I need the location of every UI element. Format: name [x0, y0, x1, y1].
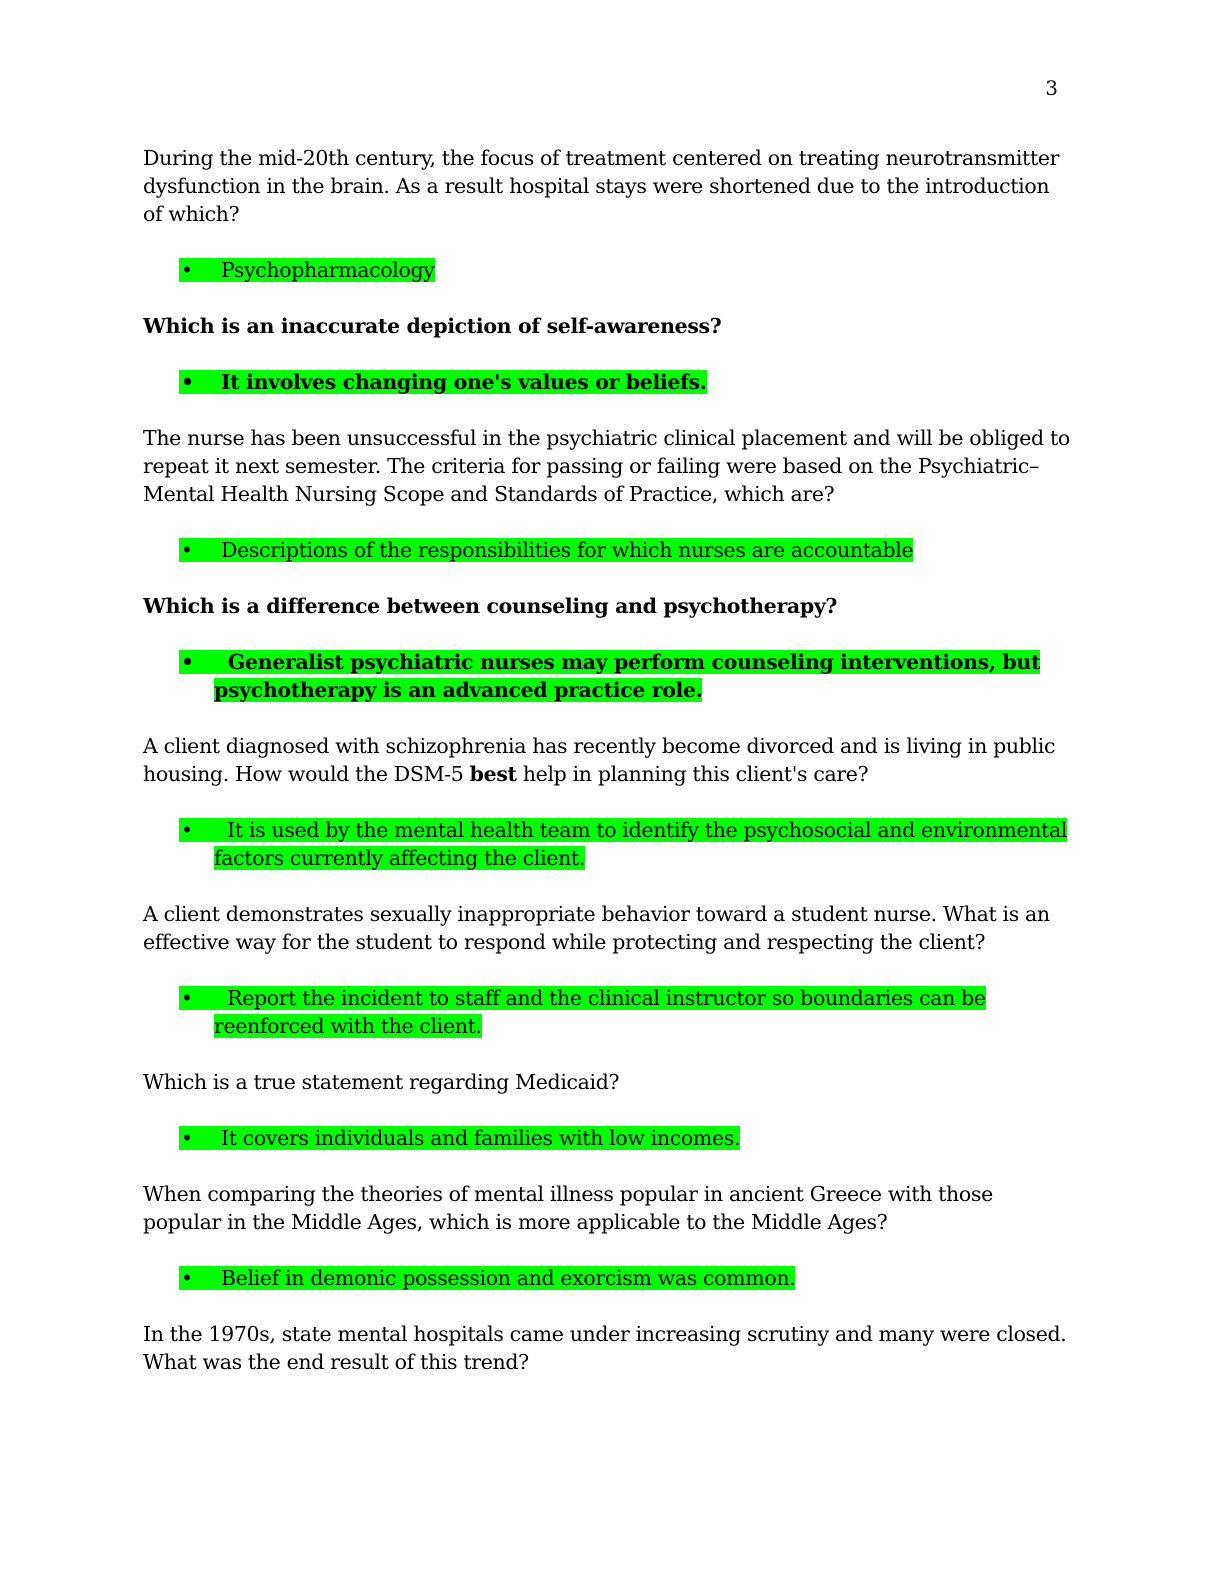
highlighted-answer — [179, 650, 1040, 674]
bullet: • — [181, 258, 193, 282]
answer-text: Descriptions of the responsibilities for which nurses are accountable — [221, 538, 914, 562]
answer-text: It involves changing one's values or beliefs. — [221, 370, 707, 394]
answer-text: It covers individuals and families with low incomes. — [221, 1126, 741, 1150]
answer-line-2 — [179, 1012, 1073, 1040]
question-5 — [143, 732, 1073, 788]
bullet: • — [181, 1266, 193, 1290]
answer-2 — [143, 368, 1073, 396]
answer-text: Generalist psychiatric nurses may perform counseling interventions, but — [221, 650, 1041, 674]
question-3: The nurse has been unsuccessful in the psychiatric clinical placement and will be obliged to repeat it next semester. The criteria for passing or failing were based on the Psychiatric–Mental Health Nursing Scope and Standards of Practice, which are? — [143, 426, 1070, 506]
highlighted-answer — [179, 818, 1067, 842]
answer-line-1 — [179, 648, 1073, 676]
answer-text: Psychopharmacology — [221, 258, 435, 282]
highlighted-answer — [179, 1266, 795, 1290]
highlighted-answer-continued: psychotherapy is an advanced practice role. — [214, 678, 703, 702]
page-number: 3 — [1045, 76, 1058, 100]
answer-line-2 — [179, 676, 1073, 704]
answer-7 — [143, 1124, 1073, 1152]
question-text: A client diagnosed with schizophrenia has recently become divorced and is living in public housing. How would the DSM-5 — [143, 734, 1056, 786]
highlighted-answer-continued: factors currently affecting the client. — [214, 846, 585, 870]
highlighted-answer — [179, 258, 435, 282]
answer-6 — [143, 984, 1073, 1040]
question-9: In the 1970s, state mental hospitals came under increasing scrutiny and many were closed. What was the end result of this trend? — [143, 1322, 1067, 1374]
document-body — [143, 144, 1073, 1404]
highlighted-answer — [179, 1126, 740, 1150]
bullet: • — [181, 986, 193, 1010]
emphasis-best: best — [469, 762, 517, 786]
question-text: help in planning this client's care? — [516, 762, 869, 786]
question-8: When comparing the theories of mental illness popular in ancient Greece with those popular in the Middle Ages, which is more applicable to the Middle Ages? — [143, 1182, 993, 1234]
highlighted-answer — [179, 370, 707, 394]
bullet: • — [181, 650, 194, 674]
question-2: Which is an inaccurate depiction of self-awareness? — [143, 314, 722, 338]
question-6: A client demonstrates sexually inappropriate behavior toward a student nurse. What is an effective way for the student to respond while protecting and respecting the client? — [143, 902, 1050, 954]
bullet: • — [181, 1126, 193, 1150]
answer-8 — [143, 1264, 1073, 1292]
bullet: • — [181, 538, 193, 562]
answer-3 — [143, 536, 1073, 564]
answer-line-2 — [179, 844, 1073, 872]
bullet: • — [181, 370, 194, 394]
question-4: Which is a difference between counseling and psychotherapy? — [143, 594, 838, 618]
answer-5 — [143, 816, 1073, 872]
answer-line-1 — [179, 984, 1073, 1012]
answer-4 — [143, 648, 1073, 704]
answer-text: Belief in demonic possession and exorcism was common. — [221, 1266, 796, 1290]
answer-1 — [143, 256, 1073, 284]
question-1: During the mid-20th century, the focus of treatment centered on treating neurotransmitter dysfunction in the brain. As a result hospital stays were shortened due to the introduction of which? — [143, 146, 1060, 226]
answer-text: Report the incident to staff and the clinical instructor so boundaries can be — [221, 986, 986, 1010]
highlighted-answer-continued: reenforced with the client. — [214, 1014, 482, 1038]
bullet: • — [181, 818, 193, 842]
highlighted-answer — [179, 986, 986, 1010]
answer-text: It is used by the mental health team to identify the psychosocial and environmental — [221, 818, 1068, 842]
highlighted-answer — [179, 538, 913, 562]
answer-line-1 — [179, 816, 1073, 844]
question-7: Which is a true statement regarding Medicaid? — [143, 1070, 620, 1094]
